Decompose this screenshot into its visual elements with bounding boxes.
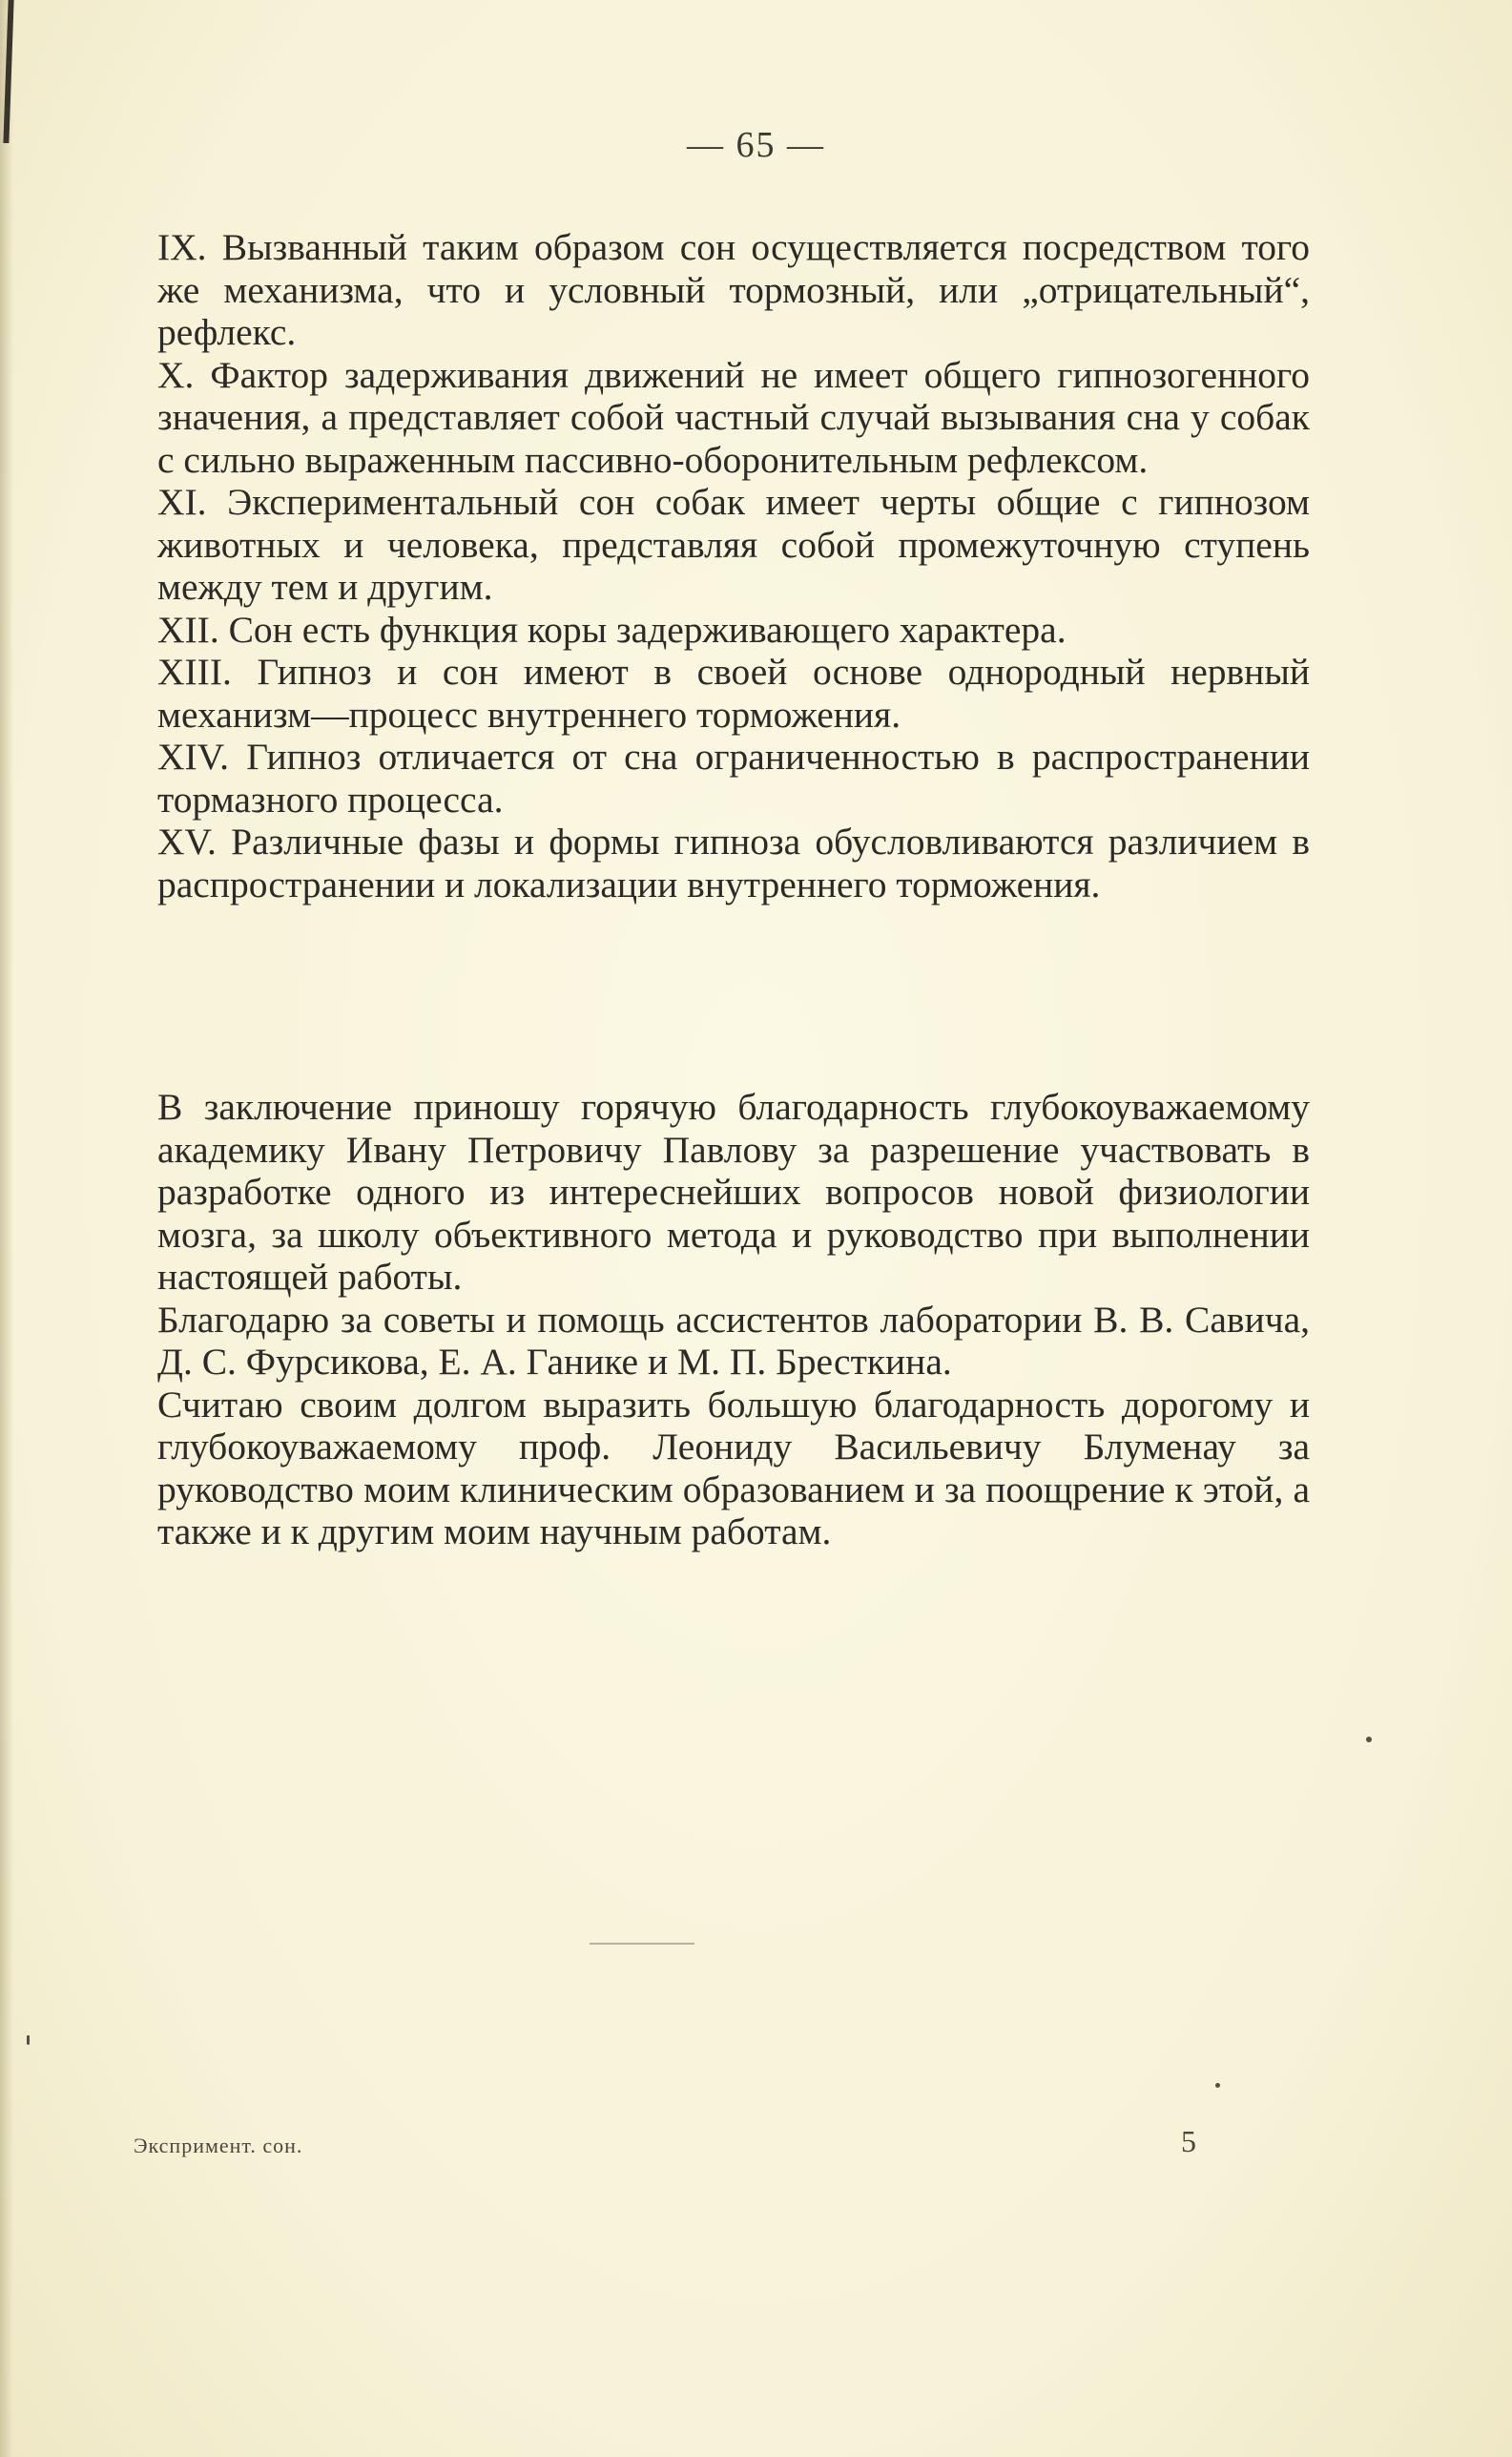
- section-divider: [590, 1943, 694, 1945]
- conclusion-item: IX. Вызванный таким образом сон осуществляется посредством того же механизма, что и условный тормозный, или „отрицательный“, рефлекс.: [157, 226, 1310, 353]
- conclusion-item: XIII. Гипноз и сон имеют в своей основе однородный нервный механизм—процесс внутреннего торможения.: [157, 651, 1310, 736]
- page-number: — 65 —: [687, 125, 825, 165]
- acknowledgements-section: [157, 1086, 1310, 1553]
- page-binding-edge: [0, 0, 13, 2457]
- conclusion-item: XII. Сон есть функция коры задерживающего характера.: [157, 608, 1067, 651]
- sheet-number: 5: [1181, 2124, 1196, 2158]
- conclusion-item: XV. Различные фазы и формы гипноза обусловливаются различием в распространении и локализации внутреннего торможения.: [157, 821, 1310, 906]
- ink-speck: [27, 2035, 30, 2045]
- conclusion-item: XI. Экспериментальный сон собак имеет черты общие с гипнозом животных и человека, представляя собой промежуточную ступень между тем и другим.: [157, 481, 1310, 608]
- ink-speck: [1215, 2083, 1220, 2088]
- acknowledgement-paragraph: В заключение приношу горячую благодарность глубокоуважаемому академику Ивану Петровичу Павлову за разрешение участвовать в разработке одного из интереснейших вопросов новой физиологии мозга, за школу объективного метода и руководство при выполнении настоящей работы.: [157, 1086, 1310, 1298]
- conclusion-item: X. Фактор задерживания движений не имеет общего гипнозогенного значения, а представляет собой частный случай вызывания сна у собак с сильно выраженным пассивно-оборонительным рефлексом.: [157, 353, 1310, 481]
- acknowledgement-paragraph: Благодарю за советы и помощь ассистентов лаборатории В. В. Савича, Д. С. Фурсикова, Е. А. Ганике и М. П. Бресткина.: [157, 1298, 1310, 1383]
- ink-speck: [1366, 1737, 1372, 1742]
- acknowledgement-paragraph: Считаю своим долгом выразить большую благодарность дорогому и глубокоуважаемому проф. Леониду Васильевичу Блуменау за руководство моим клиническим образованием и за поощрение к этой, а также и к другим моим научным работам.: [157, 1383, 1310, 1552]
- conclusions-list: [157, 226, 1310, 906]
- conclusion-item: XIV. Гипноз отличается от сна ограниченностью в распространении тормазного процесса.: [157, 736, 1310, 821]
- signature-mark: Экспримент. сон.: [134, 2134, 303, 2157]
